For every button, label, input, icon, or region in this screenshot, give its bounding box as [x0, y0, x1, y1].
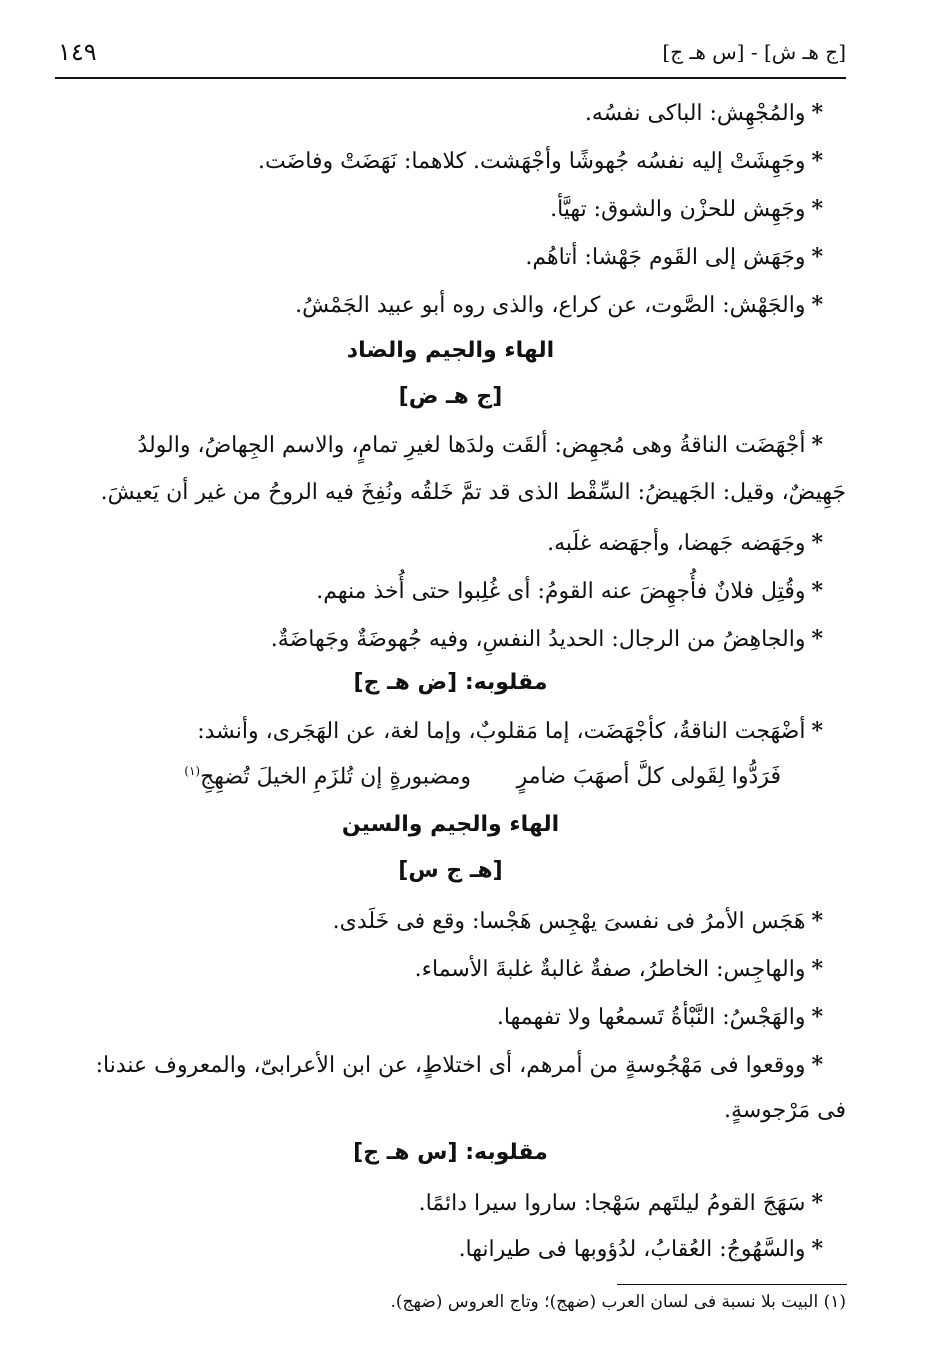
- entry-line: *وجَهَش إلى القَوم جَهْشا: أتاهُم.: [525, 244, 823, 270]
- paragraph-line: *أجْهَضَت الناقةُ وهى مُجهِض: ألقَت ولدَها لغيرِ تمامٍ، والاسم الجِهاضُ، والولدُ: [137, 432, 823, 458]
- asterisk-icon: *: [811, 148, 823, 174]
- asterisk-icon: *: [811, 432, 823, 458]
- entry-line: *وجَهَضه جَهضا، وأجهَضه غلَبه.: [547, 530, 823, 556]
- asterisk-icon: *: [811, 1236, 823, 1262]
- asterisk-icon: *: [811, 196, 823, 222]
- asterisk-icon: *: [811, 718, 823, 744]
- asterisk-icon: *: [811, 530, 823, 556]
- entry-line: *وجَهِشَتْ إليه نفسُه جُهوشًا وأجْهَشت. كلاهما: نَهَضَتْ وفاضَت.: [257, 148, 823, 174]
- entry-line: *سَهَجَ القومُ ليلتَهم سَهْجا: ساروا سيرا دائمًا.: [418, 1190, 823, 1216]
- paragraph-line: جَهِيضٌ، وقيل: الجَهيضُ: السِّقْط الذى قد تمَّ خَلقُه ونُفِخَ فيه الروحُ من غير أن يَعيشَ.: [100, 480, 846, 505]
- asterisk-icon: *: [811, 626, 823, 652]
- asterisk-icon: *: [811, 1052, 823, 1078]
- maqloob-heading: مقلوبه: [ض هـ ج]: [353, 670, 548, 695]
- asterisk-icon: *: [811, 956, 823, 982]
- asterisk-icon: *: [811, 578, 823, 604]
- maqloob-heading: مقلوبه: [س هـ ج]: [353, 1140, 548, 1165]
- footnote-marker: (١): [823, 1292, 846, 1312]
- asterisk-icon: *: [811, 1190, 823, 1216]
- entry-line: *والسَّهُوجُ: العُقابُ، لدُؤوبها فى طيرانها.: [458, 1236, 823, 1262]
- paragraph-line: فى مَرْجوسةٍ.: [724, 1098, 846, 1123]
- entry-line: *وقُتِل فلانٌ فأُجهِضَ عنه القومُ: أى غُلِبوا حتى أُخذ منهم.: [316, 578, 823, 604]
- entry-line: *وجَهِش للحزْن والشوق: تهيَّأ.: [550, 196, 823, 222]
- verse-hemistich-right: فَرَدُّوا لِقَولى كلَّ أصهَبَ ضامرٍ: [516, 764, 781, 789]
- footnote-rule: [617, 1284, 847, 1285]
- page-number: ١٤٩: [58, 38, 97, 66]
- section-heading: الهاء والجيم والضاد: [346, 338, 555, 363]
- asterisk-icon: *: [811, 292, 823, 318]
- asterisk-icon: *: [811, 1004, 823, 1030]
- paragraph-line: *ووقعوا فى مَهْجُوسةٍ من أمرهم، أى اختلاطٍ، عن ابن الأعرابىّ، والمعروف عندنا:: [95, 1052, 823, 1078]
- root-heading: [ج هـ ض]: [398, 384, 503, 409]
- section-heading: الهاء والجيم والسين: [341, 812, 560, 837]
- asterisk-icon: *: [811, 244, 823, 270]
- entry-line: *والهاجِس: الخاطرُ، صفةٌ غالبةٌ غلبةَ الأسماء.: [414, 956, 823, 982]
- asterisk-icon: *: [811, 100, 823, 126]
- asterisk-icon: *: [811, 908, 823, 934]
- entry-line: *والجَهْش: الصَّوت، عن كراع، والذى روه أبو عبيد الجَمْشُ.: [295, 292, 823, 318]
- root-heading: [هـ ج س]: [398, 858, 503, 883]
- footnote-text: البيت بلا نسبة فى لسان العرب (ضهج)؛ وتاج العروس (ضهج).: [390, 1292, 819, 1312]
- entry-line: *أضْهَجت الناقةُ، كأجْهَضَت، إما مَقلوبٌ، وإما لغة، عن الهَجَرى، وأنشد:: [197, 718, 823, 744]
- entry-line: *والهَجْسُ: النَّبْأةُ تَسمعُها ولا تفهمها.: [496, 1004, 823, 1030]
- header-rule: [55, 77, 846, 79]
- entry-line: *والمُجْهِش: الباكى نفسُه.: [584, 100, 823, 126]
- running-header-roots: [ج هـ ش] - [س هـ ج]: [662, 40, 846, 64]
- footnote: [391, 1292, 847, 1312]
- entry-line: *هَجَس الأمرُ فى نفسىَ يهْجِس هَجْسا: وقع فى خَلَدى.: [332, 908, 823, 934]
- verse-hemistich-left: ومضبورةٍ إن تُلزَمِ الخيلَ تُضهِجِ$^{(١)}$: [184, 764, 471, 790]
- footnote-ref: (١): [184, 764, 201, 778]
- entry-line: *والجاهِضُ من الرجال: الحديدُ النفسِ، وفيه جُهوضَةٌ وجَهاضَةٌ.: [270, 626, 823, 652]
